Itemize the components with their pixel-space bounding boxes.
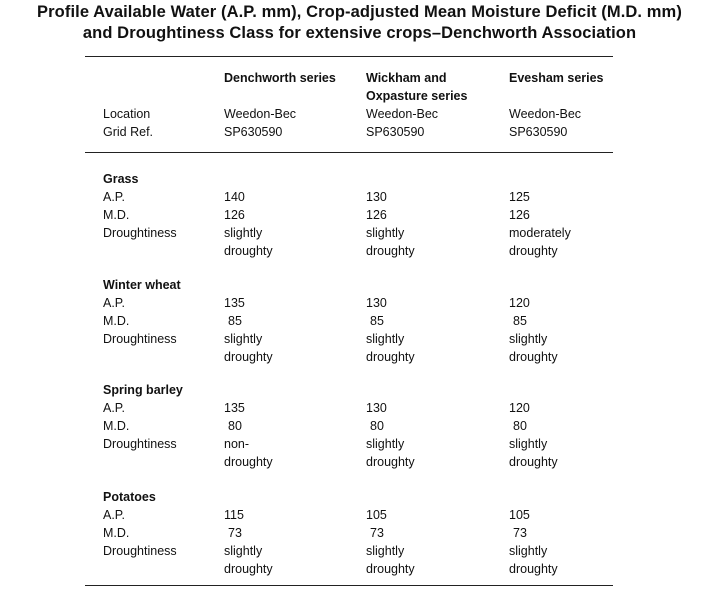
droughtiness-value: slightly: [224, 332, 263, 346]
md-value: 126: [366, 208, 387, 222]
md-value: 73: [513, 526, 527, 540]
droughtiness-value: slightly: [224, 544, 263, 558]
md-value: 73: [370, 526, 384, 540]
crop-heading-winter-wheat: Winter wheat: [103, 278, 181, 292]
column-header-wickham-line1: Wickham and: [366, 71, 447, 85]
droughtiness-value: non-: [224, 437, 250, 451]
ap-value: 135: [224, 296, 245, 310]
location-value: Weedon-Bec: [224, 107, 297, 121]
ap-value: 130: [366, 190, 387, 204]
droughtiness-value: droughty: [224, 350, 273, 364]
row-label-droughtiness: Droughtiness: [103, 437, 177, 451]
row-label-md: M.D.: [103, 526, 130, 540]
ap-value: 105: [509, 508, 530, 522]
md-value: 85: [228, 314, 242, 328]
ap-value: 130: [366, 296, 387, 310]
droughtiness-value: droughty: [224, 455, 273, 469]
md-value: 80: [513, 419, 527, 433]
md-value: 85: [513, 314, 527, 328]
ap-value: 120: [509, 296, 530, 310]
title-line-2: and Droughtiness Class for extensive crops–Denchworth Association: [82, 24, 637, 42]
droughtiness-value: droughty: [509, 244, 558, 258]
row-label-ap: A.P.: [103, 508, 126, 522]
header-rule: [85, 152, 613, 153]
row-label-droughtiness: Droughtiness: [103, 544, 177, 558]
droughtiness-value: slightly: [366, 544, 405, 558]
droughtiness-value: droughty: [224, 244, 273, 258]
droughtiness-value: droughty: [509, 350, 558, 364]
bottom-rule: [85, 585, 613, 586]
ap-value: 125: [509, 190, 530, 204]
droughtiness-value: droughty: [366, 562, 415, 576]
column-header-evesham: Evesham series: [509, 71, 604, 85]
ap-value: 140: [224, 190, 245, 204]
droughtiness-value: slightly: [366, 437, 405, 451]
crop-heading-grass: Grass: [103, 172, 139, 186]
row-label-droughtiness: Droughtiness: [103, 226, 177, 240]
row-label-ap: A.P.: [103, 401, 126, 415]
ap-value: 130: [366, 401, 387, 415]
row-label-droughtiness: Droughtiness: [103, 332, 177, 346]
droughtiness-value: slightly: [509, 544, 548, 558]
droughtiness-value: droughty: [509, 562, 558, 576]
grid-ref-value: SP630590: [509, 125, 568, 139]
row-label-location: Location: [103, 107, 151, 121]
droughtiness-value: droughty: [366, 455, 415, 469]
md-value: 73: [228, 526, 242, 540]
md-value: 126: [224, 208, 245, 222]
row-label-md: M.D.: [103, 314, 130, 328]
md-value: 126: [509, 208, 530, 222]
row-label-grid-ref: Grid Ref.: [103, 125, 154, 139]
ap-value: 120: [509, 401, 530, 415]
droughtiness-value: slightly: [509, 437, 548, 451]
droughtiness-value: slightly: [509, 332, 548, 346]
droughtiness-value: droughty: [224, 562, 273, 576]
title-line-1: Profile Available Water (A.P. mm), Crop-adjusted Mean Moisture Deficit (M.D. mm): [37, 3, 682, 21]
grid-ref-value: SP630590: [224, 125, 283, 139]
ap-value: 105: [366, 508, 387, 522]
md-value: 85: [370, 314, 384, 328]
table-title: [0, 2, 719, 44]
row-label-ap: A.P.: [103, 296, 126, 310]
droughtiness-value: slightly: [366, 226, 405, 240]
grid-ref-value: SP630590: [366, 125, 425, 139]
md-value: 80: [370, 419, 384, 433]
row-label-md: M.D.: [103, 419, 130, 433]
droughtiness-value: moderately: [509, 226, 571, 240]
location-value: Weedon-Bec: [366, 107, 439, 121]
row-label-md: M.D.: [103, 208, 130, 222]
droughtiness-value: droughty: [366, 244, 415, 258]
droughtiness-value: slightly: [366, 332, 405, 346]
row-label-ap: A.P.: [103, 190, 126, 204]
crop-heading-spring-barley: Spring barley: [103, 383, 183, 397]
droughtiness-value: droughty: [366, 350, 415, 364]
location-value: Weedon-Bec: [509, 107, 582, 121]
top-rule: [85, 56, 613, 57]
crop-heading-potatoes: Potatoes: [103, 490, 156, 504]
droughtiness-value: slightly: [224, 226, 263, 240]
column-header-wickham-line2: Oxpasture series: [366, 89, 468, 103]
column-header-denchworth: Denchworth series: [224, 71, 336, 85]
md-value: 80: [228, 419, 242, 433]
ap-value: 115: [224, 508, 244, 522]
droughtiness-value: droughty: [509, 455, 558, 469]
ap-value: 135: [224, 401, 245, 415]
